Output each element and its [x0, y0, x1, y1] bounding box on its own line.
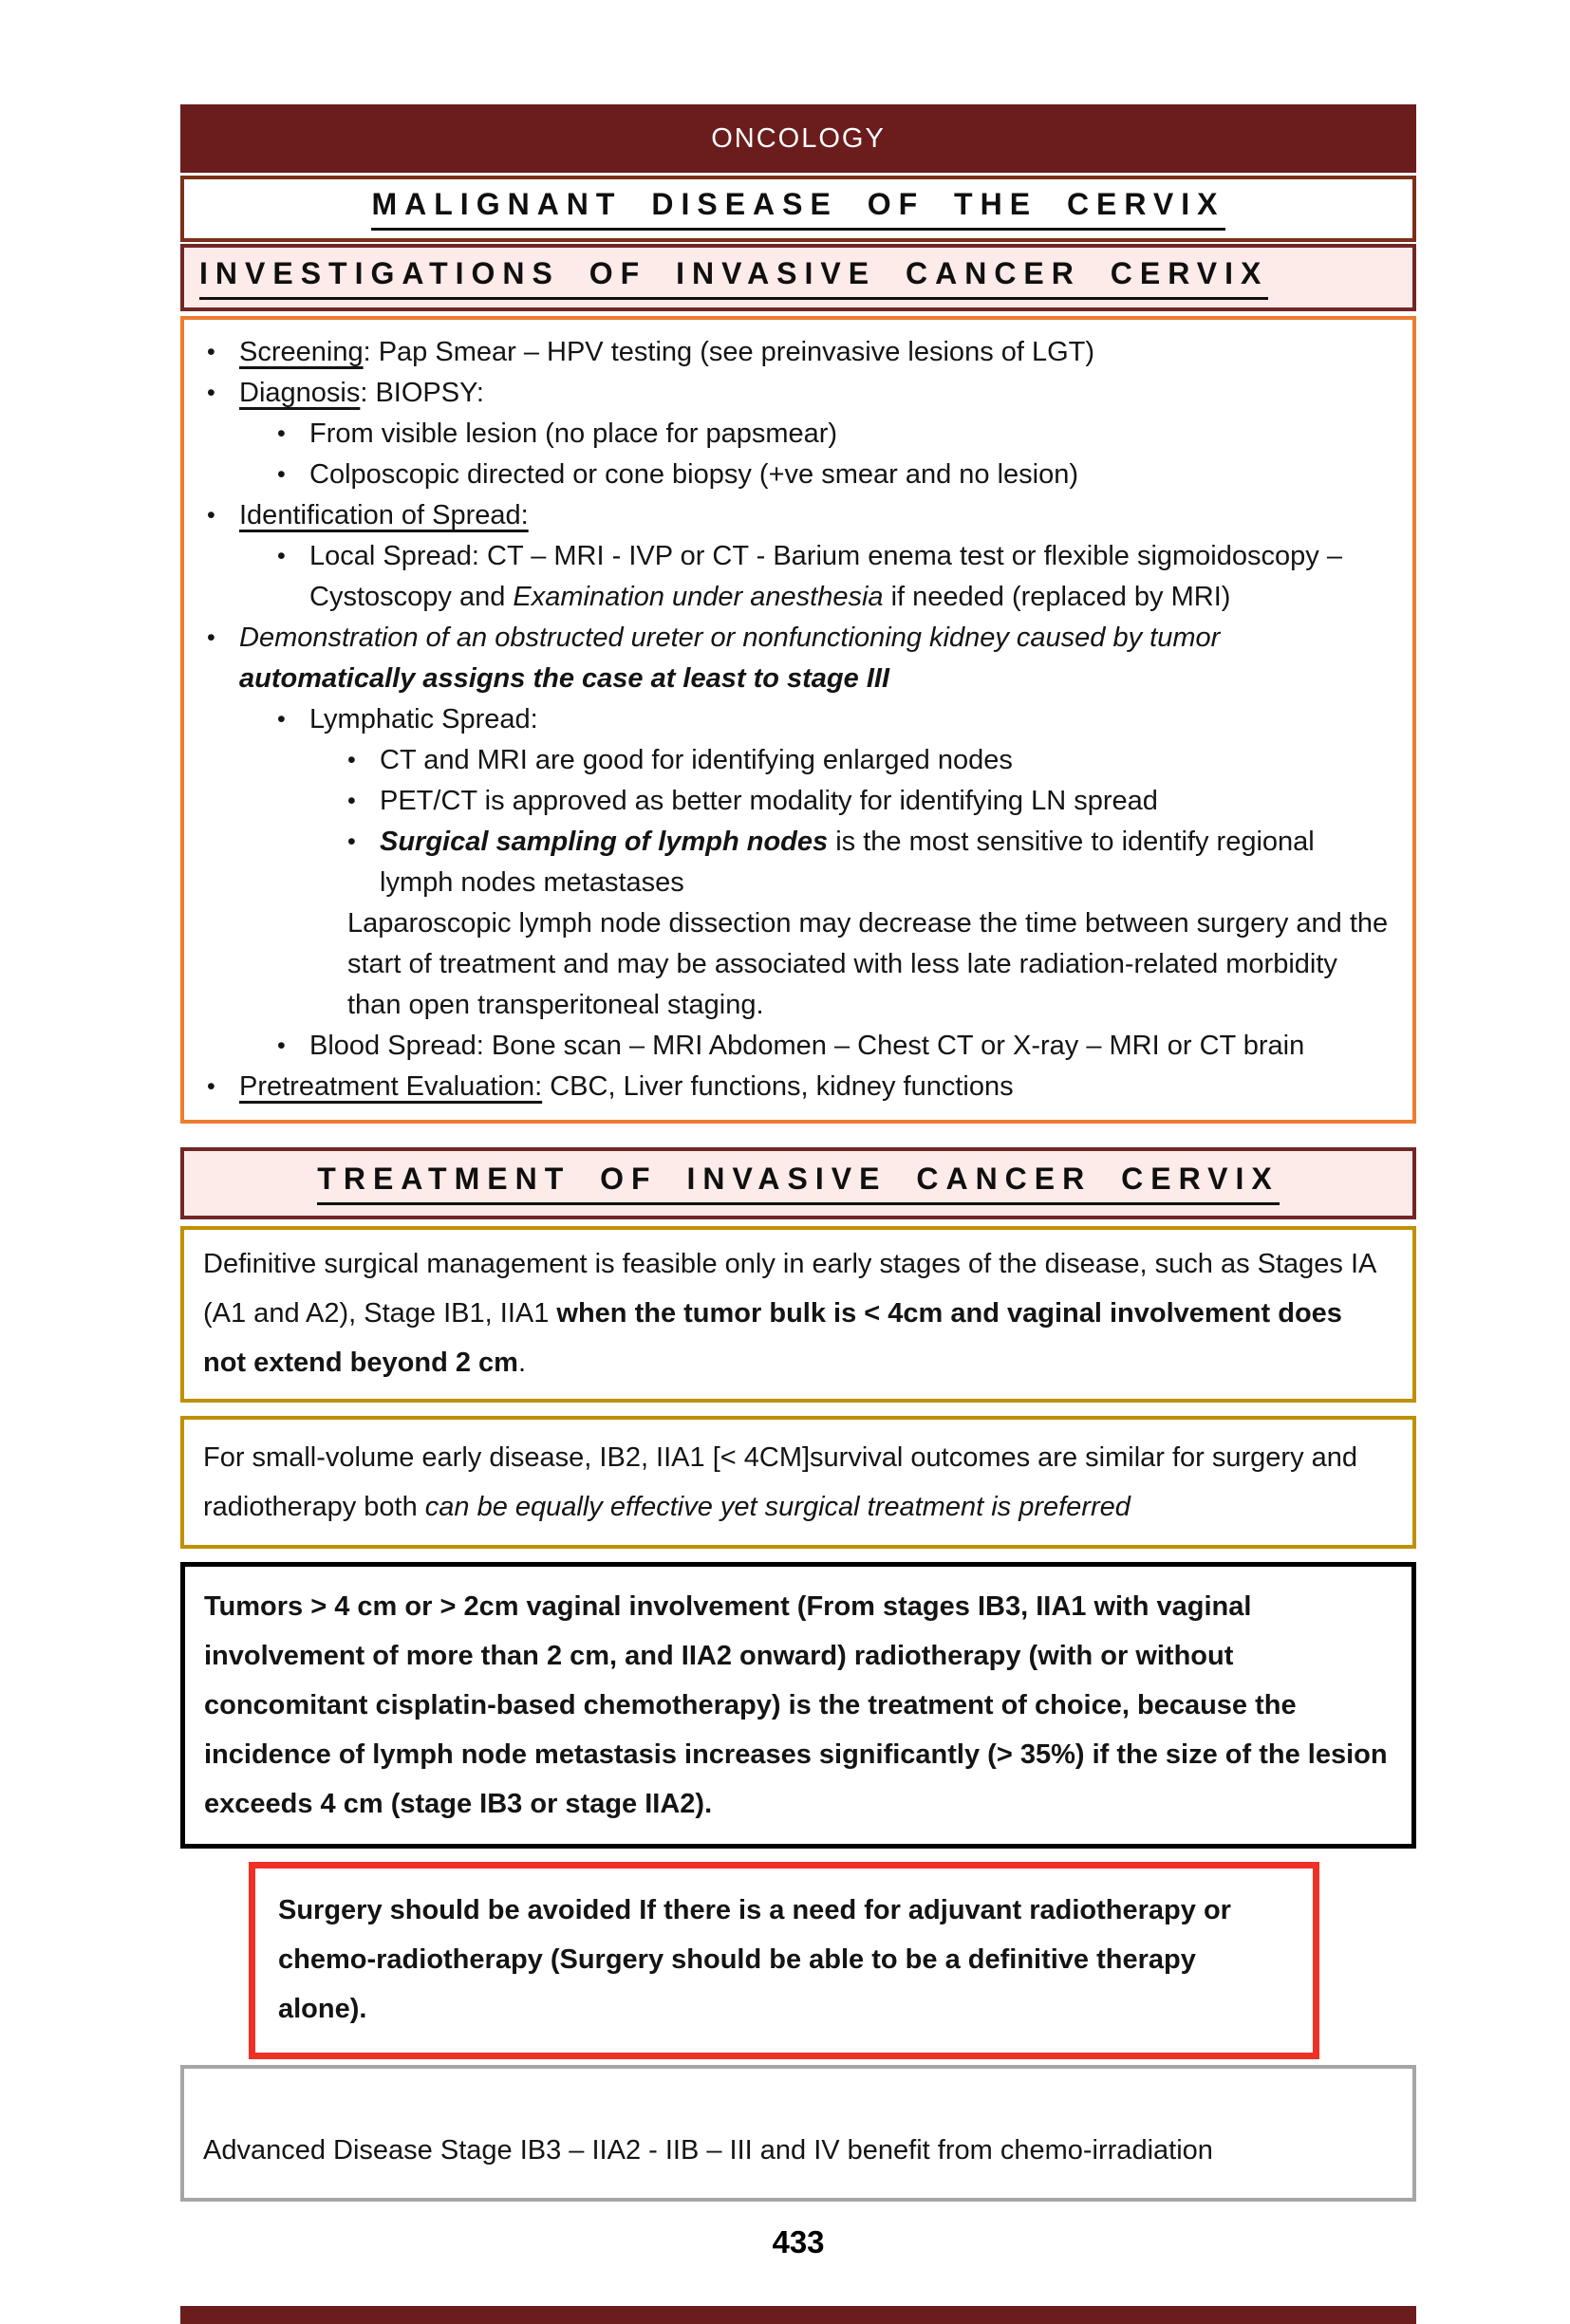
page-header-band [180, 104, 1416, 173]
text-run: CBC, Liver functions, kidney functions [542, 1071, 1014, 1102]
list-item-text [309, 1026, 1393, 1067]
text-run: Lymphatic Spread: [309, 704, 538, 734]
list-item [184, 414, 1393, 455]
text-run: From visible lesion (no place for papsmear) [309, 418, 838, 449]
list-item [184, 536, 1393, 618]
list-item [184, 1067, 1393, 1107]
list-item-text [309, 699, 1393, 740]
text-run: Examination under anesthesia [513, 582, 884, 612]
text-run: Colposcopic directed or cone biopsy (+ve smear and no lesion) [309, 459, 1079, 490]
list-item [184, 781, 1393, 822]
list-item [184, 373, 1393, 414]
investigations-heading: INVESTIGATIONS OF INVASIVE CANCER CERVIX [199, 256, 1268, 300]
text-run: : BIOPSY: [360, 378, 484, 408]
list-item [184, 1026, 1393, 1067]
list-item [184, 659, 1393, 699]
bullet-icon: • [277, 543, 286, 569]
list-item-text [380, 740, 1393, 781]
list-item [184, 903, 1393, 1026]
text-run: Screening [239, 337, 364, 367]
text-run: Surgical sampling of lymph nodes [380, 827, 829, 857]
investigations-heading-box [180, 244, 1416, 311]
text-run: Demonstration of an obstructed ureter or nonfunctioning kidney caused by tumor [239, 623, 1221, 653]
list-item-text [239, 373, 1393, 414]
list-item-text [239, 659, 1393, 699]
page-header-title: ONCOLOGY [711, 122, 886, 154]
definitive-surgery-box [180, 1226, 1416, 1403]
radiotherapy-indication-box [180, 1562, 1416, 1849]
list-item-text [239, 495, 1393, 536]
text-run: CT and MRI are good for identifying enlarged nodes [380, 745, 1013, 775]
bullet-icon: • [347, 828, 356, 855]
bullet-icon: • [277, 1032, 286, 1059]
list-item [184, 822, 1393, 903]
page-footer-band [180, 2306, 1416, 2324]
bullet-icon: • [207, 1073, 215, 1100]
text-run: : Pap Smear – HPV testing (see preinvasive lesions of LGT) [363, 337, 1095, 367]
list-item [184, 740, 1393, 781]
text-run: . [517, 1348, 527, 1378]
text-run: when the tumor bulk is < 4cm and vaginal involvement does not extend beyond 2 cm [203, 1298, 1342, 1378]
text-run: Laparoscopic lymph node dissection may decrease the time between surgery and the start of treatment and may be associated with less late radiation-related morbidity than open transperitoneal staging. [347, 908, 1389, 1020]
small-volume-box [180, 1416, 1416, 1549]
list-item-text [239, 332, 1393, 373]
bullet-icon: • [347, 747, 356, 773]
bullet-icon: • [207, 380, 215, 406]
text-run: is the most sensitive to identify regional lymph nodes metastases [380, 827, 1315, 898]
list-item [184, 455, 1393, 495]
investigations-list [184, 332, 1393, 1107]
main-title-box [180, 176, 1416, 242]
content-column [180, 104, 1416, 2260]
list-item-text [239, 618, 1393, 659]
surgery-avoided-box [249, 1862, 1319, 2059]
text-run: Pretreatment Evaluation: [239, 1071, 543, 1102]
advanced-disease-box [180, 2065, 1416, 2202]
text-run: automatically assigns the case at least to stage III [239, 663, 889, 694]
text-run: Advanced Disease Stage IB3 – IIA2 - IIB – III and IV benefit from chemo-irradiation [203, 2135, 1213, 2166]
text-run: For small-volume early disease, IB2, IIA1 [< 4CM]survival outcomes are similar for surgery and radiotherapy both [203, 1442, 1358, 1522]
list-item-text [239, 1067, 1393, 1107]
text-run: Identification of Spread: [239, 500, 529, 530]
investigations-list-box [180, 316, 1416, 1124]
list-item-text [347, 903, 1393, 1026]
list-item-text [309, 455, 1393, 495]
treatment-heading-box [180, 1147, 1416, 1219]
bullet-icon: • [347, 788, 356, 814]
text-run: Local Spread: CT – MRI - IVP or CT - Barium enema test or flexible sigmoidoscopy – Cystoscopy and [309, 541, 1342, 612]
text-run: Definitive surgical management is feasible only in early stages of the disease, such as Stages IA (A1 and A2), Stage IB1, IIA1 [203, 1249, 1375, 1329]
list-item [184, 699, 1393, 740]
page-title: MALIGNANT DISEASE OF THE CERVIX [371, 187, 1224, 231]
list-item [184, 495, 1393, 536]
bullet-icon: • [207, 624, 215, 651]
list-item-text [380, 781, 1393, 822]
text-run: Diagnosis [239, 378, 361, 408]
text-run: if needed (replaced by MRI) [883, 582, 1231, 612]
list-item-text [309, 414, 1393, 455]
treatment-heading: TREATMENT OF INVASIVE CANCER CERVIX [317, 1162, 1279, 1205]
page-number: 433 [772, 2224, 825, 2259]
list-item-text [380, 822, 1393, 903]
text-run: Surgery should be avoided If there is a need for adjuvant radiotherapy or chemo-radiotherapy (Surgery should be able to be a definitive therapy alone). [278, 1895, 1231, 2024]
document-page [0, 104, 1570, 2324]
bullet-icon: • [277, 420, 286, 447]
text-run: Tumors > 4 cm or > 2cm vaginal involvement (From stages IB3, IIA1 with vaginal involvement of more than 2 cm, and IIA2 onward) radiotherapy (with or without concomitant cisplatin-based chemotherapy) is the treatment of choice, because the incidence of lymph node metastasis increases significantly (> 35%) if the size of the lesion exceeds 4 cm (stage IB3 or stage IIA2). [204, 1591, 1388, 1819]
text-run: Blood Spread: Bone scan – MRI Abdomen – Chest CT or X-ray – MRI or CT brain [309, 1031, 1305, 1061]
bullet-icon: • [277, 706, 286, 733]
text-run: can be equally effective yet surgical treatment is preferred [424, 1492, 1131, 1522]
bullet-icon: • [277, 461, 286, 488]
bullet-icon: • [207, 339, 215, 365]
list-item [184, 618, 1393, 659]
list-item [184, 332, 1393, 373]
bullet-icon: • [207, 502, 215, 529]
text-run: PET/CT is approved as better modality for identifying LN spread [380, 786, 1158, 816]
list-item-text [309, 536, 1393, 618]
